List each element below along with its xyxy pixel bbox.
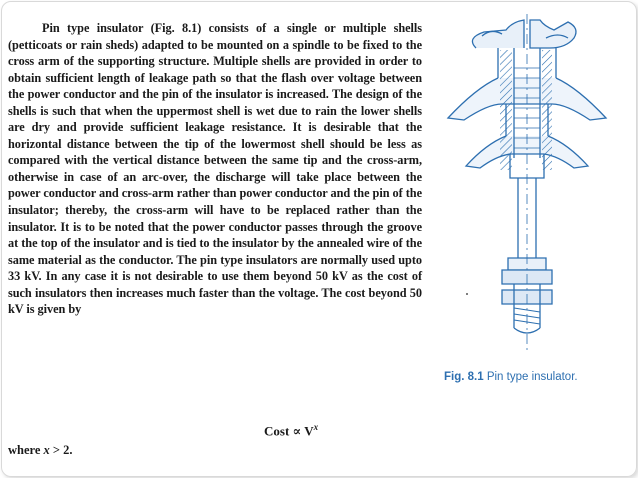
where-clause: [8, 443, 73, 458]
where-prefix: where: [8, 443, 44, 457]
stray-dot: [466, 293, 468, 295]
where-suffix: > 2.: [49, 443, 73, 457]
body-text: [8, 20, 422, 318]
where-variable: x: [43, 443, 50, 457]
formula-exponent: x: [313, 422, 319, 432]
pin-insulator-figure: [436, 8, 626, 368]
figure-number: Fig. 8.1: [444, 371, 484, 383]
formula-base: Cost ∝ V: [264, 423, 314, 439]
cost-formula: [264, 422, 318, 439]
main-paragraph: Pin type insulator (Fig. 8.1) consists of a single or multiple shells (petticoats or rain sheds) adapted to be mounted on a spindle to be fixed to the cross arm of the supporting structure. Multiple shells are provided in order to obtain sufficient length of leakage path so that the flash over voltage between the power conductor and the pin of the insulator is increased. The design of the shells is such that when the uppermost shell is wet due to rain the lower shells are dry and provide sufficient leakage resistance. It is desirable that the horizontal distance between the tip of the lowermost shell should be less as compared with the vertical distance between the same tip and the cross-arm, otherwise in case of an arc-over, the discharge will take place between the power conductor and cross-arm rather than power conductor and the pin of the insulator; thereby, the cross-arm will have to be replaced rather than the insulator. It is to be noted that the power conductor passes through the groove at the top of the insulator and is tied to the insulator by the annealed wire of the same material as the conductor. The pin type insulators are normally used upto 33 kV. In any case it is not desirable to use them beyond 50 kV as the cost of such insulators then increases much faster than the voltage. The cost beyond 50 kV is given by: [8, 21, 422, 317]
pin-insulator-drawing: [436, 8, 626, 368]
figure-caption-text: Pin type insulator.: [483, 371, 578, 383]
figure-caption: [444, 371, 578, 383]
